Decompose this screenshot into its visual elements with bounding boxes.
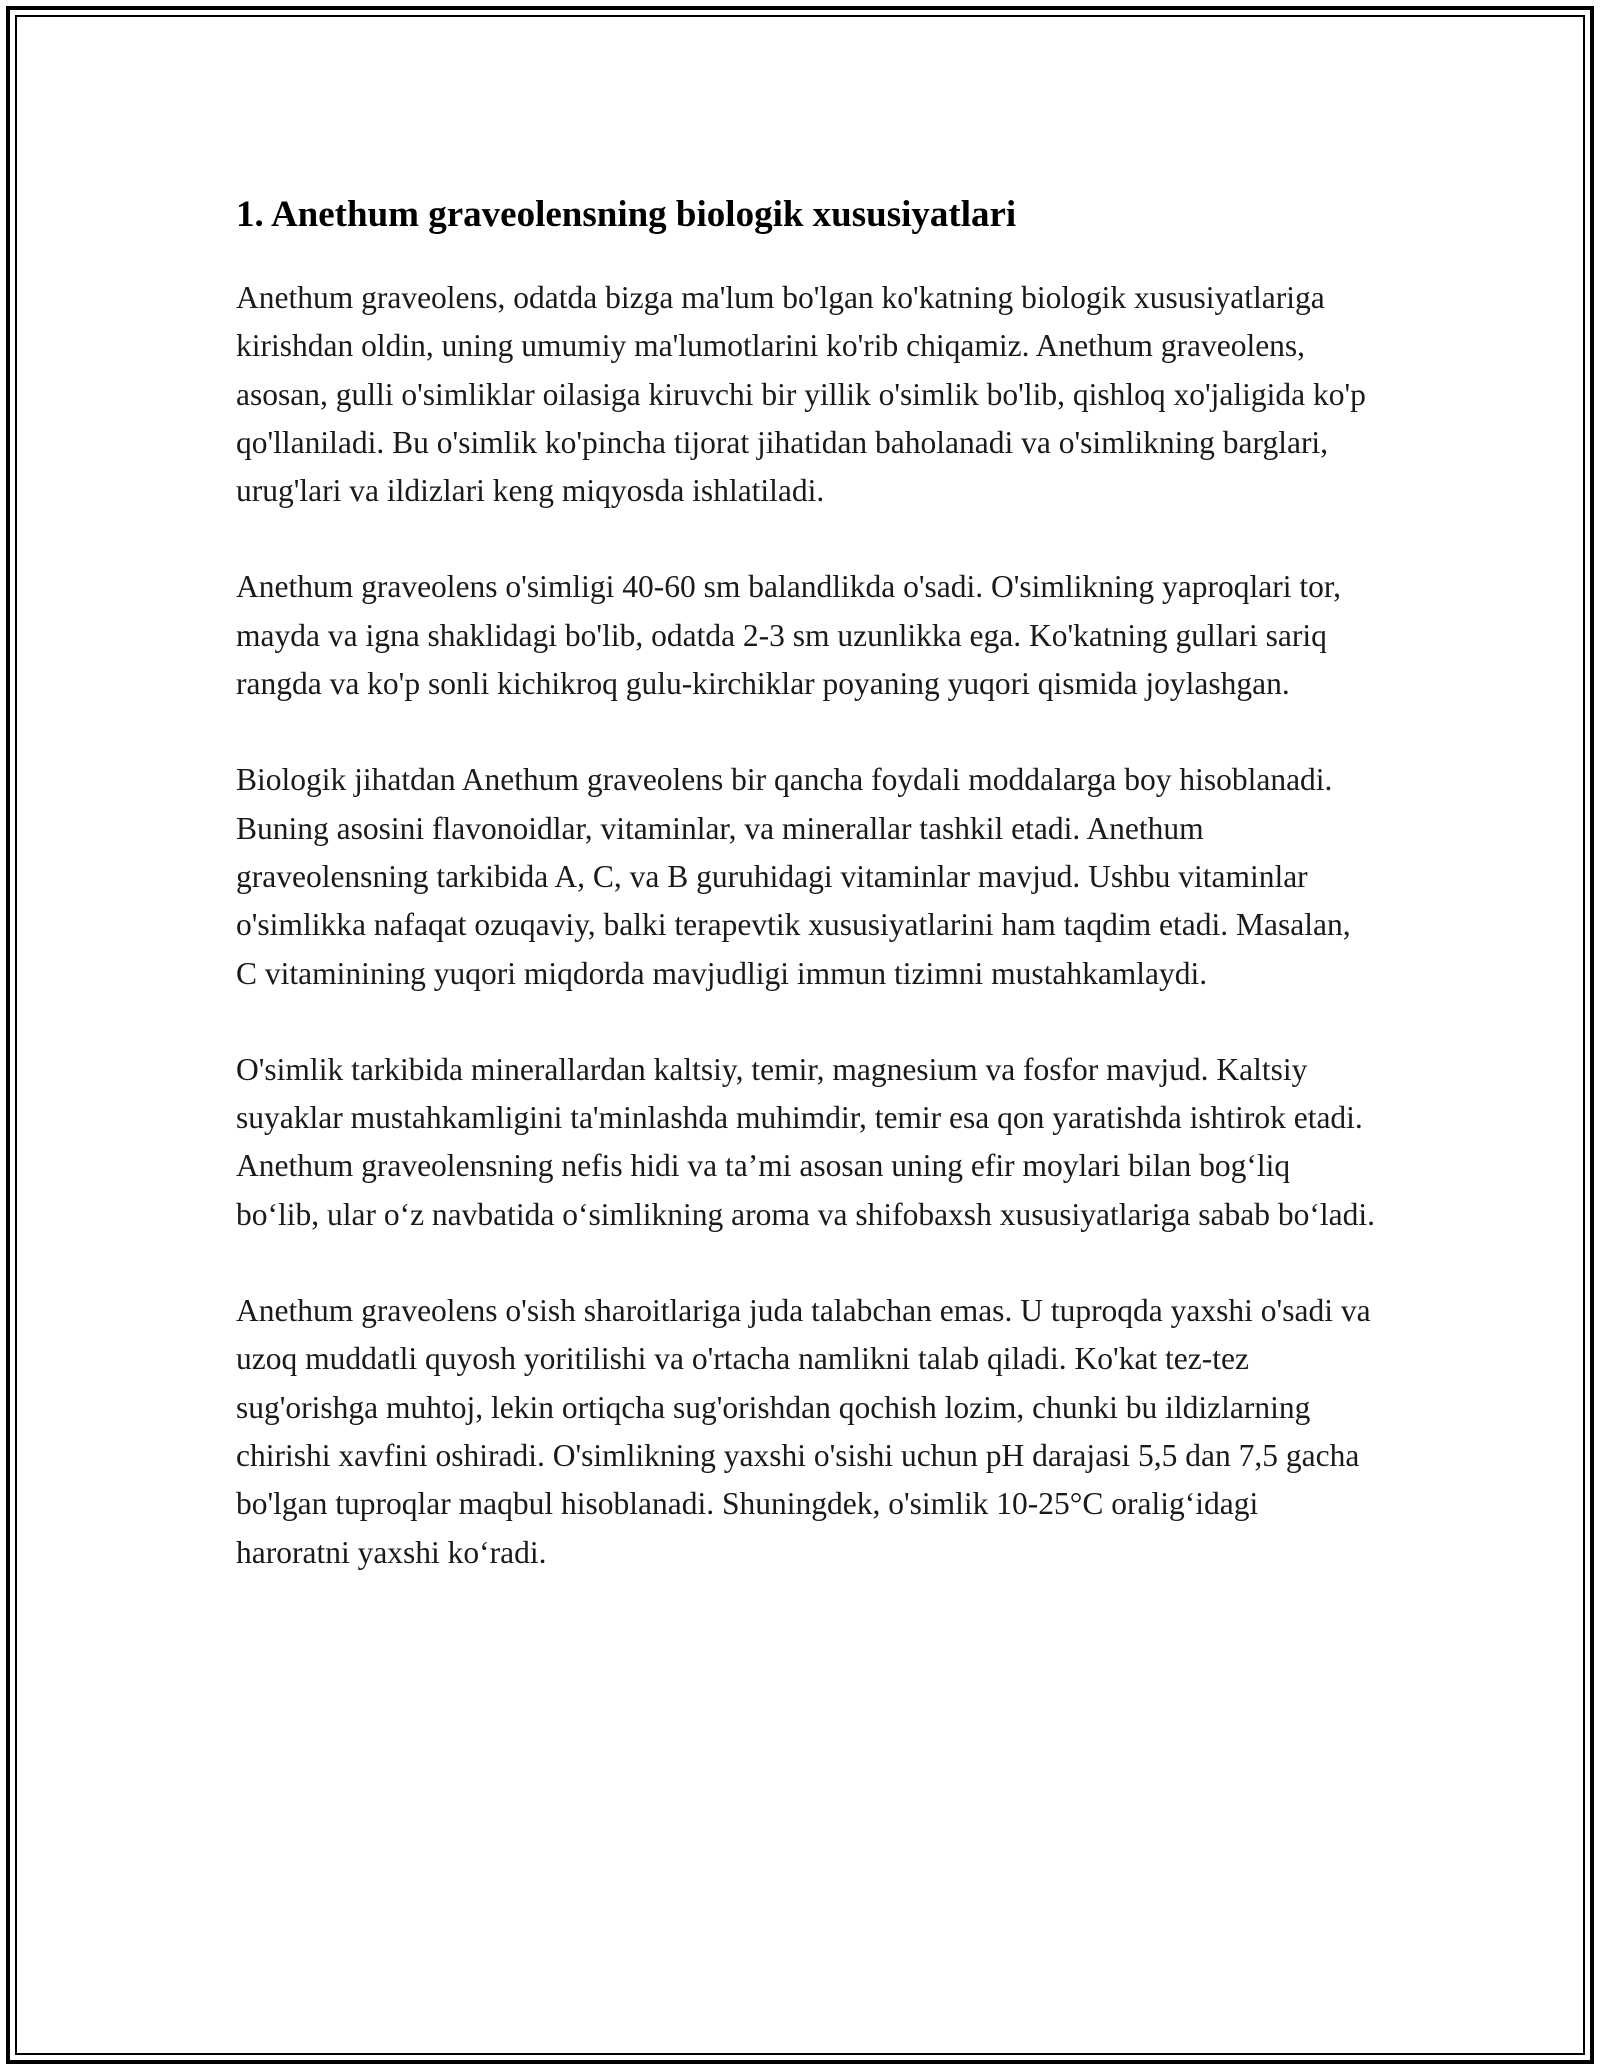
paragraph-morphology: Anethum graveolens o'simligi 40-60 sm balandlikda o'sadi. O'simlikning yaproqlari tor, mayda va igna shaklidagi bo'lib, odatda 2-3 sm uzunlikka ega. Ko'katning gullari sariq rangda va ko'p sonli kichikroq gulu-kirchiklar poyaning yuqori qismida joylashgan. <box>236 569 1341 702</box>
paragraph-vitamins: Biologik jihatdan Anethum graveolens bir qancha foydali moddalarga boy hisoblanadi. Buning asosini flavonoidlar, vitaminlar, va minerallar tashkil etadi. Anethum graveolensning tarkibida A, C, va B guruhidagi vitaminlar mavjud. Ushbu vitaminlar o'simlikka nafaqat ozuqaviy, balki terapevtik xususiyatlarini ham taqdim etadi. Masalan, C vitaminining yuqori miqdorda mavjudligi immun tizimni mustahkamlaydi. <box>236 762 1351 991</box>
section-heading: 1. Anethum graveolensning biologik xususiyatlari <box>236 194 1017 235</box>
paragraph-growing-conditions: Anethum graveolens o'sish sharoitlariga juda talabchan emas. U tuproqda yaxshi o'sadi va uzoq muddatli quyosh yoritilishi va o'rtacha namlikni talab qiladi. Ko'kat tez-tez sug'orishga muhtoj, lekin ortiqcha sug'orishdan qochish lozim, chunki bu ildizlarning chirishi xavfini oshiradi. O'simlikning yaxshi o'sishi uchun pH darajasi 5,5 dan 7,5 gacha bo'lgan tuproqlar maqbul hisoblanadi. Shuningdek, o'simlik 10-25°C oralig‘idagi haroratni yaxshi ko‘radi. <box>236 1293 1371 1570</box>
paragraph-minerals: O'simlik tarkibida minerallardan kaltsiy, temir, magnesium va fosfor mavjud. Kaltsiy suyaklar mustahkamligini ta'minlashda muhimdir, temir esa qon yaratishda ishtirok etadi. Anethum graveolensning nefis hidi va ta’mi asosan uning efir moylari bilan bog‘liq bo‘lib, ular o‘z navbatida o‘simlikning aroma va shifobaxsh xususiyatlariga sabab bo‘ladi. <box>236 1051 1375 1232</box>
paragraph-general-info: Anethum graveolens, odatda bizga ma'lum bo'lgan ko'katning biologik xususiyatlariga kirishdan oldin, uning umumiy ma'lumotlarini ko'rib chiqamiz. Anethum graveolens, asosan, gulli o'simliklar oilasiga kiruvchi bir yillik o'simlik bo'lib, qishloq xo'jaligida ko'p qo'llaniladi. Bu o'simlik ko'pincha tijorat jihatidan baholanadi va o'simlikning barglari, urug'lari va ildizlari keng miqyosda ishlatiladi. <box>236 280 1366 509</box>
document-body <box>236 188 1376 1625</box>
